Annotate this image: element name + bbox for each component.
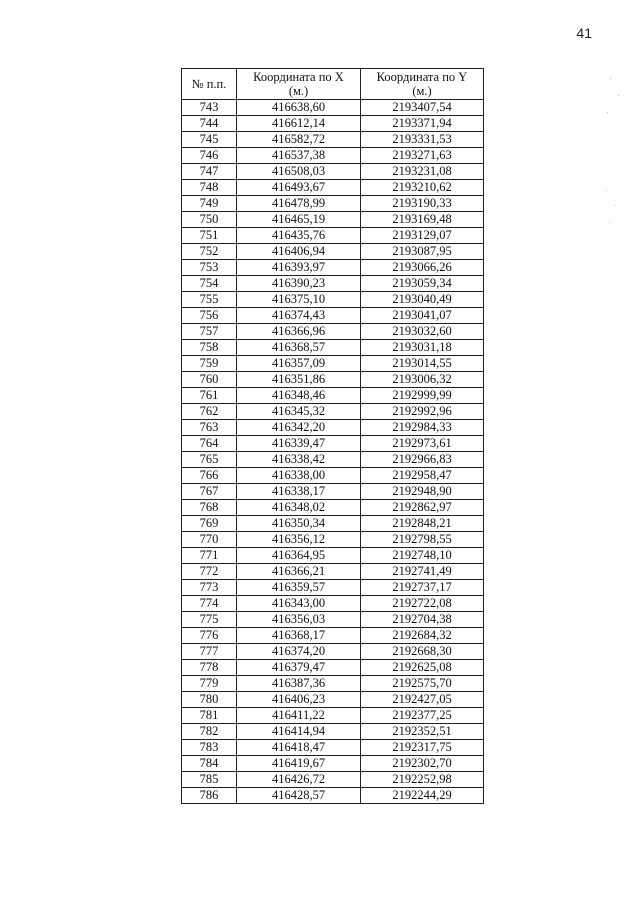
table-row — [182, 292, 484, 308]
cell-x-coordinate: 416348,02 — [237, 500, 361, 516]
cell-number: 758 — [182, 340, 237, 356]
cell-x-coordinate: 416338,17 — [237, 484, 361, 500]
cell-number: 764 — [182, 436, 237, 452]
cell-number: 749 — [182, 196, 237, 212]
cell-x-coordinate: 416414,94 — [237, 724, 361, 740]
table-row — [182, 628, 484, 644]
scan-speck — [618, 95, 619, 96]
cell-x-coordinate: 416638,60 — [237, 100, 361, 116]
cell-y-coordinate: 2192741,49 — [361, 564, 484, 580]
cell-x-coordinate: 416465,19 — [237, 212, 361, 228]
cell-y-coordinate: 2193231,08 — [361, 164, 484, 180]
cell-x-coordinate: 416366,96 — [237, 324, 361, 340]
cell-y-coordinate: 2193041,07 — [361, 308, 484, 324]
table-row — [182, 100, 484, 116]
cell-x-coordinate: 416356,12 — [237, 532, 361, 548]
table-row — [182, 372, 484, 388]
cell-number: 774 — [182, 596, 237, 612]
table-row — [182, 708, 484, 724]
cell-x-coordinate: 416419,67 — [237, 756, 361, 772]
cell-y-coordinate: 2193407,54 — [361, 100, 484, 116]
scan-speck — [606, 190, 607, 191]
cell-x-coordinate: 416348,46 — [237, 388, 361, 404]
cell-x-coordinate: 416368,57 — [237, 340, 361, 356]
table-row — [182, 308, 484, 324]
cell-y-coordinate: 2192737,17 — [361, 580, 484, 596]
cell-y-coordinate: 2192966,83 — [361, 452, 484, 468]
cell-x-coordinate: 416364,95 — [237, 548, 361, 564]
cell-number: 771 — [182, 548, 237, 564]
cell-y-coordinate: 2193040,49 — [361, 292, 484, 308]
cell-x-coordinate: 416493,67 — [237, 180, 361, 196]
cell-number: 743 — [182, 100, 237, 116]
cell-number: 746 — [182, 148, 237, 164]
table-row — [182, 244, 484, 260]
table-row — [182, 484, 484, 500]
header-y-label: Координата по Y — [376, 70, 468, 84]
table-row — [182, 468, 484, 484]
coordinates-table — [181, 68, 484, 804]
cell-x-coordinate: 416537,38 — [237, 148, 361, 164]
cell-y-coordinate: 2193190,33 — [361, 196, 484, 212]
cell-x-coordinate: 416411,22 — [237, 708, 361, 724]
scan-speck — [614, 205, 615, 206]
cell-x-coordinate: 416406,23 — [237, 692, 361, 708]
cell-y-coordinate: 2192999,99 — [361, 388, 484, 404]
cell-number: 753 — [182, 260, 237, 276]
table-row — [182, 692, 484, 708]
cell-number: 748 — [182, 180, 237, 196]
cell-y-coordinate: 2193059,34 — [361, 276, 484, 292]
cell-x-coordinate: 416374,20 — [237, 644, 361, 660]
cell-y-coordinate: 2192244,29 — [361, 788, 484, 804]
cell-number: 762 — [182, 404, 237, 420]
cell-number: 767 — [182, 484, 237, 500]
cell-x-coordinate: 416393,97 — [237, 260, 361, 276]
cell-number: 761 — [182, 388, 237, 404]
cell-number: 782 — [182, 724, 237, 740]
cell-number: 773 — [182, 580, 237, 596]
table-row — [182, 276, 484, 292]
header-number: № п.п. — [182, 69, 237, 100]
table-row — [182, 724, 484, 740]
cell-x-coordinate: 416356,03 — [237, 612, 361, 628]
cell-x-coordinate: 416379,47 — [237, 660, 361, 676]
cell-y-coordinate: 2193014,55 — [361, 356, 484, 372]
table-row — [182, 212, 484, 228]
scan-speck — [610, 78, 611, 79]
table-header-row — [182, 69, 484, 100]
table-row — [182, 772, 484, 788]
header-x-label: Координата по X — [253, 70, 344, 84]
cell-number: 754 — [182, 276, 237, 292]
cell-y-coordinate: 2192377,25 — [361, 708, 484, 724]
table-body — [182, 100, 484, 804]
cell-y-coordinate: 2192798,55 — [361, 532, 484, 548]
table-row — [182, 148, 484, 164]
cell-number: 759 — [182, 356, 237, 372]
table-row — [182, 356, 484, 372]
table-row — [182, 612, 484, 628]
table-row — [182, 324, 484, 340]
cell-y-coordinate: 2193129,07 — [361, 228, 484, 244]
cell-number: 783 — [182, 740, 237, 756]
table-row — [182, 404, 484, 420]
cell-number: 750 — [182, 212, 237, 228]
cell-y-coordinate: 2192668,30 — [361, 644, 484, 660]
cell-x-coordinate: 416418,47 — [237, 740, 361, 756]
cell-number: 777 — [182, 644, 237, 660]
cell-x-coordinate: 416343,00 — [237, 596, 361, 612]
cell-x-coordinate: 416338,42 — [237, 452, 361, 468]
table-row — [182, 436, 484, 452]
cell-y-coordinate: 2193066,26 — [361, 260, 484, 276]
cell-number: 770 — [182, 532, 237, 548]
cell-y-coordinate: 2192625,08 — [361, 660, 484, 676]
table-row — [182, 420, 484, 436]
cell-x-coordinate: 416387,36 — [237, 676, 361, 692]
table-row — [182, 228, 484, 244]
cell-number: 755 — [182, 292, 237, 308]
cell-y-coordinate: 2193210,62 — [361, 180, 484, 196]
cell-y-coordinate: 2192575,70 — [361, 676, 484, 692]
table-row — [182, 756, 484, 772]
cell-y-coordinate: 2192862,97 — [361, 500, 484, 516]
cell-y-coordinate: 2192302,70 — [361, 756, 484, 772]
table-row — [182, 132, 484, 148]
table-row — [182, 196, 484, 212]
cell-number: 751 — [182, 228, 237, 244]
cell-number: 768 — [182, 500, 237, 516]
cell-y-coordinate: 2193087,95 — [361, 244, 484, 260]
cell-y-coordinate: 2192984,33 — [361, 420, 484, 436]
cell-y-coordinate: 2193271,63 — [361, 148, 484, 164]
table-row — [182, 500, 484, 516]
cell-y-coordinate: 2192704,38 — [361, 612, 484, 628]
header-y-unit: (м.) — [412, 84, 432, 98]
cell-number: 779 — [182, 676, 237, 692]
cell-y-coordinate: 2193031,18 — [361, 340, 484, 356]
cell-number: 786 — [182, 788, 237, 804]
cell-x-coordinate: 416342,20 — [237, 420, 361, 436]
cell-number: 776 — [182, 628, 237, 644]
table-row — [182, 548, 484, 564]
cell-number: 784 — [182, 756, 237, 772]
table-row — [182, 116, 484, 132]
cell-number: 775 — [182, 612, 237, 628]
cell-y-coordinate: 2193371,94 — [361, 116, 484, 132]
cell-x-coordinate: 416390,23 — [237, 276, 361, 292]
table-row — [182, 596, 484, 612]
table-row — [182, 516, 484, 532]
cell-number: 778 — [182, 660, 237, 676]
cell-number: 757 — [182, 324, 237, 340]
cell-y-coordinate: 2192958,47 — [361, 468, 484, 484]
cell-x-coordinate: 416508,03 — [237, 164, 361, 180]
cell-x-coordinate: 416582,72 — [237, 132, 361, 148]
cell-y-coordinate: 2193032,60 — [361, 324, 484, 340]
cell-y-coordinate: 2193006,32 — [361, 372, 484, 388]
cell-y-coordinate: 2192973,61 — [361, 436, 484, 452]
cell-x-coordinate: 416350,34 — [237, 516, 361, 532]
cell-x-coordinate: 416345,32 — [237, 404, 361, 420]
table-row — [182, 532, 484, 548]
table-row — [182, 452, 484, 468]
cell-x-coordinate: 416339,47 — [237, 436, 361, 452]
header-x-unit: (м.) — [288, 84, 309, 98]
cell-x-coordinate: 416406,94 — [237, 244, 361, 260]
cell-y-coordinate: 2192748,10 — [361, 548, 484, 564]
table-row — [182, 788, 484, 804]
table-row — [182, 340, 484, 356]
cell-y-coordinate: 2192352,51 — [361, 724, 484, 740]
cell-number: 745 — [182, 132, 237, 148]
cell-x-coordinate: 416375,10 — [237, 292, 361, 308]
cell-y-coordinate: 2192722,08 — [361, 596, 484, 612]
cell-x-coordinate: 416359,57 — [237, 580, 361, 596]
cell-y-coordinate: 2193331,53 — [361, 132, 484, 148]
cell-number: 752 — [182, 244, 237, 260]
cell-number: 760 — [182, 372, 237, 388]
table-row — [182, 580, 484, 596]
cell-number: 766 — [182, 468, 237, 484]
cell-y-coordinate: 2192317,75 — [361, 740, 484, 756]
cell-x-coordinate: 416426,72 — [237, 772, 361, 788]
cell-x-coordinate: 416374,43 — [237, 308, 361, 324]
cell-x-coordinate: 416351,86 — [237, 372, 361, 388]
cell-x-coordinate: 416435,76 — [237, 228, 361, 244]
cell-x-coordinate: 416428,57 — [237, 788, 361, 804]
table-row — [182, 660, 484, 676]
scan-speck — [607, 112, 608, 113]
cell-number: 744 — [182, 116, 237, 132]
page-number: 41 — [576, 25, 592, 41]
cell-y-coordinate: 2192684,32 — [361, 628, 484, 644]
cell-y-coordinate: 2193169,48 — [361, 212, 484, 228]
cell-x-coordinate: 416612,14 — [237, 116, 361, 132]
cell-y-coordinate: 2192848,21 — [361, 516, 484, 532]
cell-x-coordinate: 416478,99 — [237, 196, 361, 212]
cell-number: 785 — [182, 772, 237, 788]
cell-number: 765 — [182, 452, 237, 468]
table-row — [182, 676, 484, 692]
header-x-coordinate — [237, 69, 361, 100]
cell-number: 769 — [182, 516, 237, 532]
cell-number: 756 — [182, 308, 237, 324]
cell-x-coordinate: 416368,17 — [237, 628, 361, 644]
header-y-coordinate — [361, 69, 484, 100]
cell-x-coordinate: 416366,21 — [237, 564, 361, 580]
cell-number: 763 — [182, 420, 237, 436]
table-row — [182, 564, 484, 580]
table-row — [182, 740, 484, 756]
table-row — [182, 180, 484, 196]
cell-number: 781 — [182, 708, 237, 724]
cell-y-coordinate: 2192992,96 — [361, 404, 484, 420]
table-row — [182, 260, 484, 276]
cell-y-coordinate: 2192948,90 — [361, 484, 484, 500]
cell-y-coordinate: 2192252,98 — [361, 772, 484, 788]
cell-x-coordinate: 416338,00 — [237, 468, 361, 484]
scan-speck — [609, 222, 610, 223]
table-row — [182, 388, 484, 404]
cell-x-coordinate: 416357,09 — [237, 356, 361, 372]
cell-number: 780 — [182, 692, 237, 708]
cell-y-coordinate: 2192427,05 — [361, 692, 484, 708]
cell-number: 772 — [182, 564, 237, 580]
table-row — [182, 644, 484, 660]
cell-number: 747 — [182, 164, 237, 180]
table-row — [182, 164, 484, 180]
